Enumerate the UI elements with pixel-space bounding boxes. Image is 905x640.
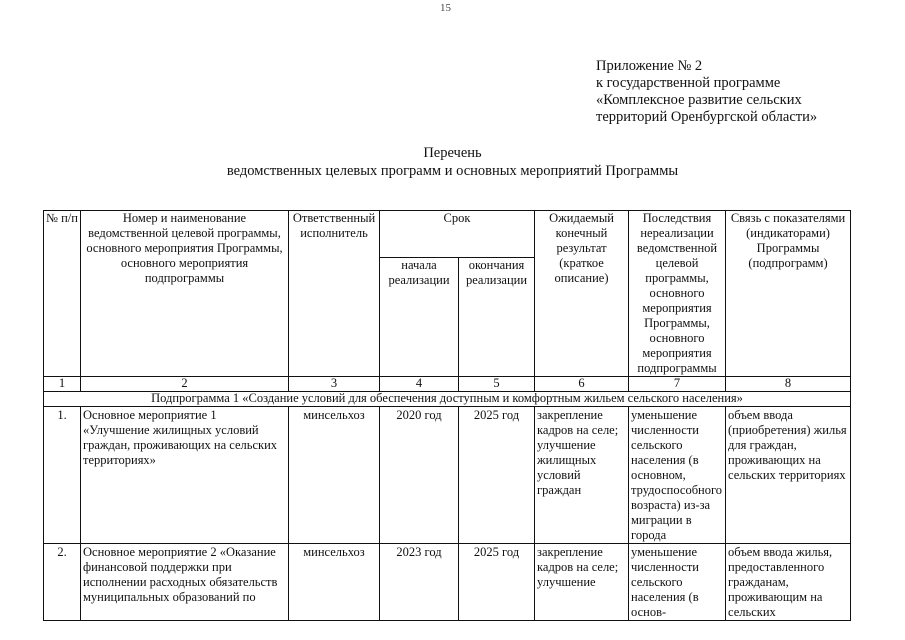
table-row — [44, 544, 851, 621]
header-consequences: Последствия нереализации ведомственной целевой программы, основного мероприятия Программы, основного мероприятия подпрограммы — [629, 211, 726, 377]
column-number: 4 — [380, 377, 459, 392]
title-line-1: Перечень — [423, 145, 482, 161]
header-executor: Ответственный исполнитель — [289, 211, 380, 377]
column-number-row — [44, 377, 851, 392]
column-number: 8 — [726, 377, 851, 392]
page-number: 15 — [440, 2, 451, 14]
appendix-line-3: «Комплексное развитие сельских — [596, 92, 802, 108]
column-number: 6 — [535, 377, 629, 392]
appendix-header — [596, 58, 817, 126]
row-num: 2. — [44, 544, 81, 621]
column-number: 3 — [289, 377, 380, 392]
row-num: 1. — [44, 407, 81, 544]
row-start: 2020 год — [380, 407, 459, 544]
column-number: 7 — [629, 377, 726, 392]
title-line-2: ведомственных целевых программ и основных мероприятий Программы — [226, 163, 679, 179]
header-term-end: окончания реализации — [459, 258, 535, 377]
row-executor: минсельхоз — [289, 544, 380, 621]
row-start: 2023 год — [380, 544, 459, 621]
subprogram-title: Подпрограмма 1 «Создание условий для обеспечения доступным и комфортным жильем сельского населения» — [44, 392, 851, 407]
appendix-line-1: Приложение № 2 — [596, 58, 703, 74]
header-name: Номер и наименование ведомственной целевой программы, основного мероприятия Программы, основного мероприятия подпрограммы — [81, 211, 289, 377]
row-consequences: уменьшение численности сельского населения (в основном, трудоспособного возраста) из-за миграции в города — [629, 407, 726, 544]
column-number: 2 — [81, 377, 289, 392]
row-expected: закрепление кадров на селе; улучшение жилищных условий граждан — [535, 407, 629, 544]
document-title — [0, 144, 905, 180]
row-link: объем ввода жилья, предоставленного гражданам, проживающим на сельских — [726, 544, 851, 621]
header-link: Связь с показателями (индикаторами) Программы (подпрограмм) — [726, 211, 851, 377]
row-consequences: уменьшение численности сельского населения (в основ- — [629, 544, 726, 621]
table-row — [44, 407, 851, 544]
row-expected: закрепление кадров на селе; улучшение — [535, 544, 629, 621]
header-num: № п/п — [44, 211, 81, 377]
row-name: Основное мероприятие 2 «Оказание финансовой поддержки при исполнении расходных обязательств муниципальных образований по — [81, 544, 289, 621]
column-number: 1 — [44, 377, 81, 392]
appendix-line-2: к государственной программе — [596, 75, 781, 91]
header-expected: Ожидаемый конечный результат (краткое описание) — [535, 211, 629, 377]
table-header-row — [44, 211, 851, 258]
header-term-start: начала реализации — [380, 258, 459, 377]
row-end: 2025 год — [459, 544, 535, 621]
row-name: Основное мероприятие 1 «Улучшение жилищных условий граждан, проживающих на сельских территориях» — [81, 407, 289, 544]
subprogram-row — [44, 392, 851, 407]
header-term: Срок — [380, 211, 535, 258]
row-end: 2025 год — [459, 407, 535, 544]
appendix-line-4: территорий Оренбургской области» — [596, 109, 818, 125]
row-link: объем ввода (приобретения) жилья для граждан, проживающих на сельских территориях — [726, 407, 851, 544]
row-executor: минсельхоз — [289, 407, 380, 544]
measures-table — [43, 210, 851, 621]
column-number: 5 — [459, 377, 535, 392]
